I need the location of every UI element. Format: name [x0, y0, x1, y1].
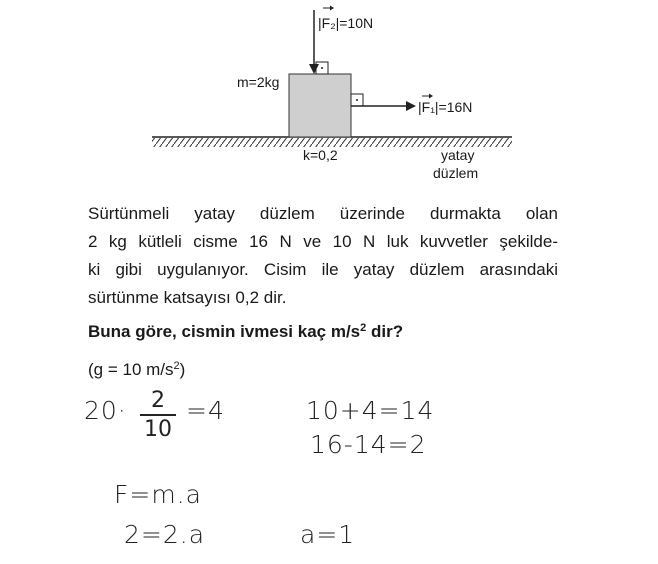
- hw-step5: 2=2.a: [124, 520, 206, 549]
- surface-label-1: yatay: [441, 147, 475, 163]
- given-prefix: (g = 10 m/s: [88, 360, 174, 379]
- surface-label-2: düzlem: [433, 165, 479, 181]
- hw-step1-fraction: [140, 388, 176, 442]
- mass-block: [289, 74, 351, 137]
- hw-step3: 16-14=2: [310, 430, 427, 459]
- hw-step4: F=m.a: [114, 480, 202, 509]
- problem-line: 2 kg kütleli cisme 16 N ve 10 N luk kuvvetler şekilde-: [88, 232, 558, 251]
- hw-step1-right: =4: [186, 396, 225, 425]
- given-gravity: [88, 356, 558, 384]
- problem-line: sürtünme katsayısı 0,2 dir.: [88, 288, 287, 307]
- question-suffix: dir?: [366, 322, 404, 341]
- hw-fraction-denominator: 10: [144, 417, 172, 442]
- fraction-bar: [140, 414, 176, 416]
- problem-line: ki gibi uygulanıyor. Cisim ile yatay düzlem arasındaki: [88, 260, 558, 279]
- question-prefix: Buna göre, cismin ivmesi kaç m/s: [88, 322, 361, 341]
- question-text: [88, 318, 558, 346]
- hw-fraction-numerator: 2: [151, 388, 165, 413]
- question-exponent: 2: [360, 322, 367, 334]
- hw-step2: 10+4=14: [306, 396, 435, 425]
- problem-text: [88, 200, 558, 312]
- force2-label: |F₂|=10N: [318, 15, 374, 31]
- mass-label: m=2kg: [237, 74, 280, 90]
- force-f1-arrow: [351, 94, 416, 111]
- hw-step1-left: 20·: [84, 396, 127, 425]
- force1-label: |F₁|=16N: [418, 99, 473, 115]
- problem-line: Sürtünmeli yatay düzlem üzerinde durmakta olan: [88, 204, 558, 223]
- physics-diagram: [0, 0, 658, 200]
- given-exponent: 2: [173, 360, 180, 372]
- hw-step6: a=1: [300, 520, 356, 549]
- ground-surface: [152, 137, 512, 147]
- friction-label: k=0,2: [303, 147, 338, 163]
- given-suffix: ): [179, 360, 186, 379]
